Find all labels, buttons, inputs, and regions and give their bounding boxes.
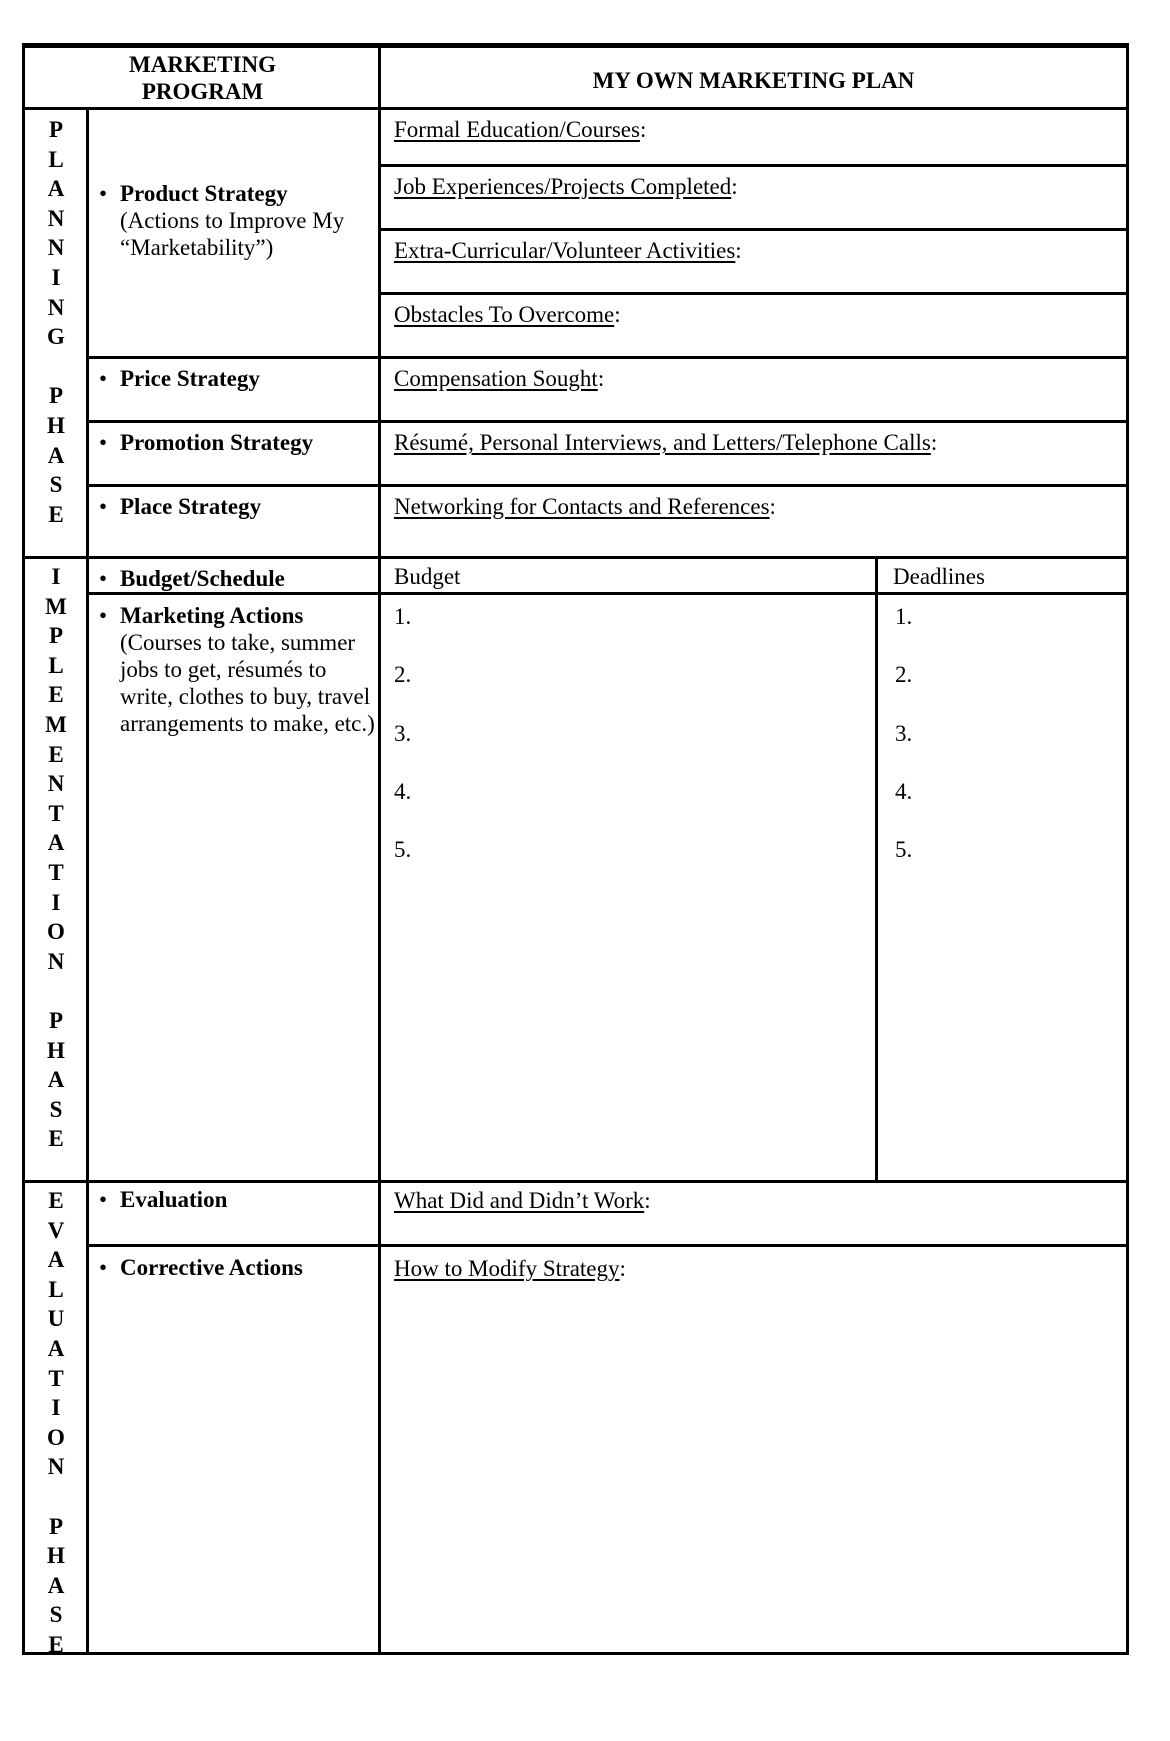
phase-letter: S — [49, 1602, 63, 1628]
row-line — [86, 484, 1129, 487]
budget-item: 4. — [394, 779, 412, 804]
marketing-actions — [120, 602, 375, 737]
header-left-line1: MARKETING — [129, 52, 276, 77]
phase-letter: P — [48, 117, 64, 142]
phase-letter: A — [47, 442, 65, 468]
phase-letter: N — [47, 235, 65, 261]
how-modify-text: How to Modify Strategy — [394, 1256, 620, 1281]
deadlines-header: Deadlines — [893, 564, 985, 589]
networking-text: Networking for Contacts and References — [394, 494, 770, 519]
what-did-text: What Did and Didn’t Work — [394, 1188, 645, 1213]
resume-label — [394, 429, 937, 456]
phase-letter: O — [47, 1424, 65, 1450]
extra-curricular-text: Extra-Curricular/Volunteer Activities — [394, 238, 736, 263]
phase-boundary — [22, 1180, 1129, 1183]
phase-letter: M — [45, 593, 67, 619]
phase-letter: T — [48, 1365, 64, 1391]
phase-letter: N — [47, 205, 65, 231]
bullet: • — [99, 603, 108, 628]
colon: : — [769, 494, 776, 519]
phase-letter: E — [48, 682, 64, 708]
resume-text: Résumé, Personal Interviews, and Letters/Telephone Calls — [394, 430, 931, 455]
border-right — [1126, 43, 1129, 1655]
colon: : — [735, 238, 742, 263]
colon: : — [597, 366, 605, 391]
colon: : — [930, 430, 938, 455]
row-line — [378, 228, 1129, 231]
colon: : — [639, 117, 647, 142]
phase-letter — [24, 1482, 88, 1512]
phase-letter — [24, 976, 88, 1006]
border-bottom — [22, 1652, 1129, 1655]
deadline-item: 3. — [895, 721, 913, 746]
phase-letter: N — [47, 948, 65, 974]
row-line — [378, 292, 1129, 295]
row-line — [86, 592, 1129, 595]
formal-education-label — [394, 116, 646, 143]
corrective-actions: Corrective Actions — [120, 1255, 303, 1280]
marketing-actions-sub: (Courses to take, summer jobs to get, résumés to write, clothes to buy, travel arrangements to make, etc.) — [120, 630, 375, 736]
phase-letter: I — [51, 1395, 61, 1421]
phase-letter: P — [48, 623, 64, 649]
phase-letter: A — [47, 1247, 65, 1273]
product-strategy-title: Product Strategy — [120, 181, 288, 206]
bullet: • — [99, 181, 108, 206]
phase-letter: O — [47, 919, 65, 945]
deadline-item: 4. — [895, 779, 913, 804]
phase-letter: A — [47, 1572, 65, 1598]
product-strategy — [120, 180, 370, 261]
deadline-item: 2. — [895, 662, 913, 687]
phase-letter — [24, 352, 88, 382]
bullet: • — [99, 366, 108, 391]
col-divider-main — [378, 43, 381, 1655]
row-line — [86, 1244, 1129, 1247]
deadline-item: 1. — [895, 604, 913, 629]
compensation-label — [394, 365, 604, 392]
phase-letter: E — [48, 1188, 64, 1213]
deadline-item: 5. — [895, 837, 913, 862]
phase-letter: A — [47, 176, 65, 202]
budget-header: Budget — [394, 564, 461, 589]
row-line — [378, 164, 1129, 167]
phase-letter: N — [47, 771, 65, 797]
job-experiences-text: Job Experiences/Projects Completed — [394, 174, 732, 199]
phase-letter: S — [49, 472, 63, 498]
promotion-strategy: Promotion Strategy — [120, 430, 314, 455]
bullet: • — [99, 1187, 108, 1212]
phase-letter: L — [48, 146, 64, 172]
colon: : — [644, 1188, 651, 1213]
phase-label-implementation — [24, 562, 88, 1154]
compensation-text: Compensation Sought — [394, 366, 598, 391]
col-divider-budget — [875, 556, 878, 1182]
phase-letter: A — [47, 1067, 65, 1093]
networking-label — [394, 493, 776, 520]
bullet: • — [99, 1255, 108, 1280]
marketing-actions-title: Marketing Actions — [120, 603, 304, 628]
formal-education-text: Formal Education/Courses — [394, 117, 640, 142]
phase-letter: L — [48, 652, 64, 678]
phase-letter: A — [47, 830, 65, 856]
budget-item: 3. — [394, 721, 412, 746]
border-top — [22, 43, 1129, 48]
phase-letter: N — [47, 294, 65, 320]
budget-item: 5. — [394, 837, 412, 862]
bullet: • — [99, 494, 108, 519]
phase-letter: T — [48, 859, 64, 885]
phase-letter: L — [48, 1276, 64, 1302]
phase-letter: H — [47, 1037, 65, 1063]
phase-letter: E — [48, 1126, 64, 1152]
phase-label-planning — [24, 115, 88, 529]
product-strategy-sub: (Actions to Improve My “Marketability”) — [120, 208, 345, 260]
phase-letter: N — [47, 1454, 65, 1480]
colon: : — [619, 1256, 626, 1281]
phase-letter: S — [49, 1096, 63, 1122]
what-did-label — [394, 1187, 651, 1214]
extra-curricular-label — [394, 237, 742, 264]
phase-boundary — [22, 556, 1129, 559]
bullet: • — [99, 566, 108, 591]
phase-label-evaluation — [24, 1186, 88, 1660]
header-marketing-program — [90, 51, 315, 105]
phase-letter: I — [51, 564, 61, 589]
bullet: • — [99, 430, 108, 455]
obstacles-label — [394, 301, 621, 328]
colon: : — [731, 174, 738, 199]
phase-letter: U — [47, 1306, 65, 1332]
colon: : — [614, 302, 621, 327]
job-experiences-label — [394, 173, 738, 200]
row-line — [86, 420, 1129, 423]
phase-letter: M — [45, 711, 67, 737]
phase-letter: T — [48, 800, 64, 826]
row-line — [86, 356, 1129, 359]
phase-letter: H — [47, 412, 65, 438]
phase-letter: E — [48, 1631, 64, 1657]
phase-letter: G — [47, 324, 65, 350]
evaluation: Evaluation — [120, 1187, 228, 1212]
phase-letter: E — [48, 741, 64, 767]
price-strategy: Price Strategy — [120, 366, 260, 391]
obstacles-text: Obstacles To Overcome — [394, 302, 615, 327]
place-strategy: Place Strategy — [120, 494, 262, 519]
phase-letter: I — [51, 264, 61, 290]
budget-item: 2. — [394, 662, 412, 687]
header-divider — [22, 107, 1129, 110]
header-my-own-plan: MY OWN MARKETING PLAN — [592, 68, 915, 93]
header-left-line2: PROGRAM — [141, 79, 264, 104]
phase-letter: E — [48, 501, 64, 527]
phase-letter: H — [47, 1543, 65, 1569]
budget-schedule: Budget/Schedule — [120, 566, 285, 591]
budget-item: 1. — [394, 604, 412, 629]
phase-letter: V — [47, 1217, 65, 1243]
how-modify-label — [394, 1255, 626, 1282]
phase-letter: P — [48, 1007, 64, 1033]
phase-letter: P — [48, 383, 64, 409]
phase-letter: I — [51, 889, 61, 915]
phase-letter: P — [48, 1513, 64, 1539]
phase-letter: A — [47, 1335, 65, 1361]
